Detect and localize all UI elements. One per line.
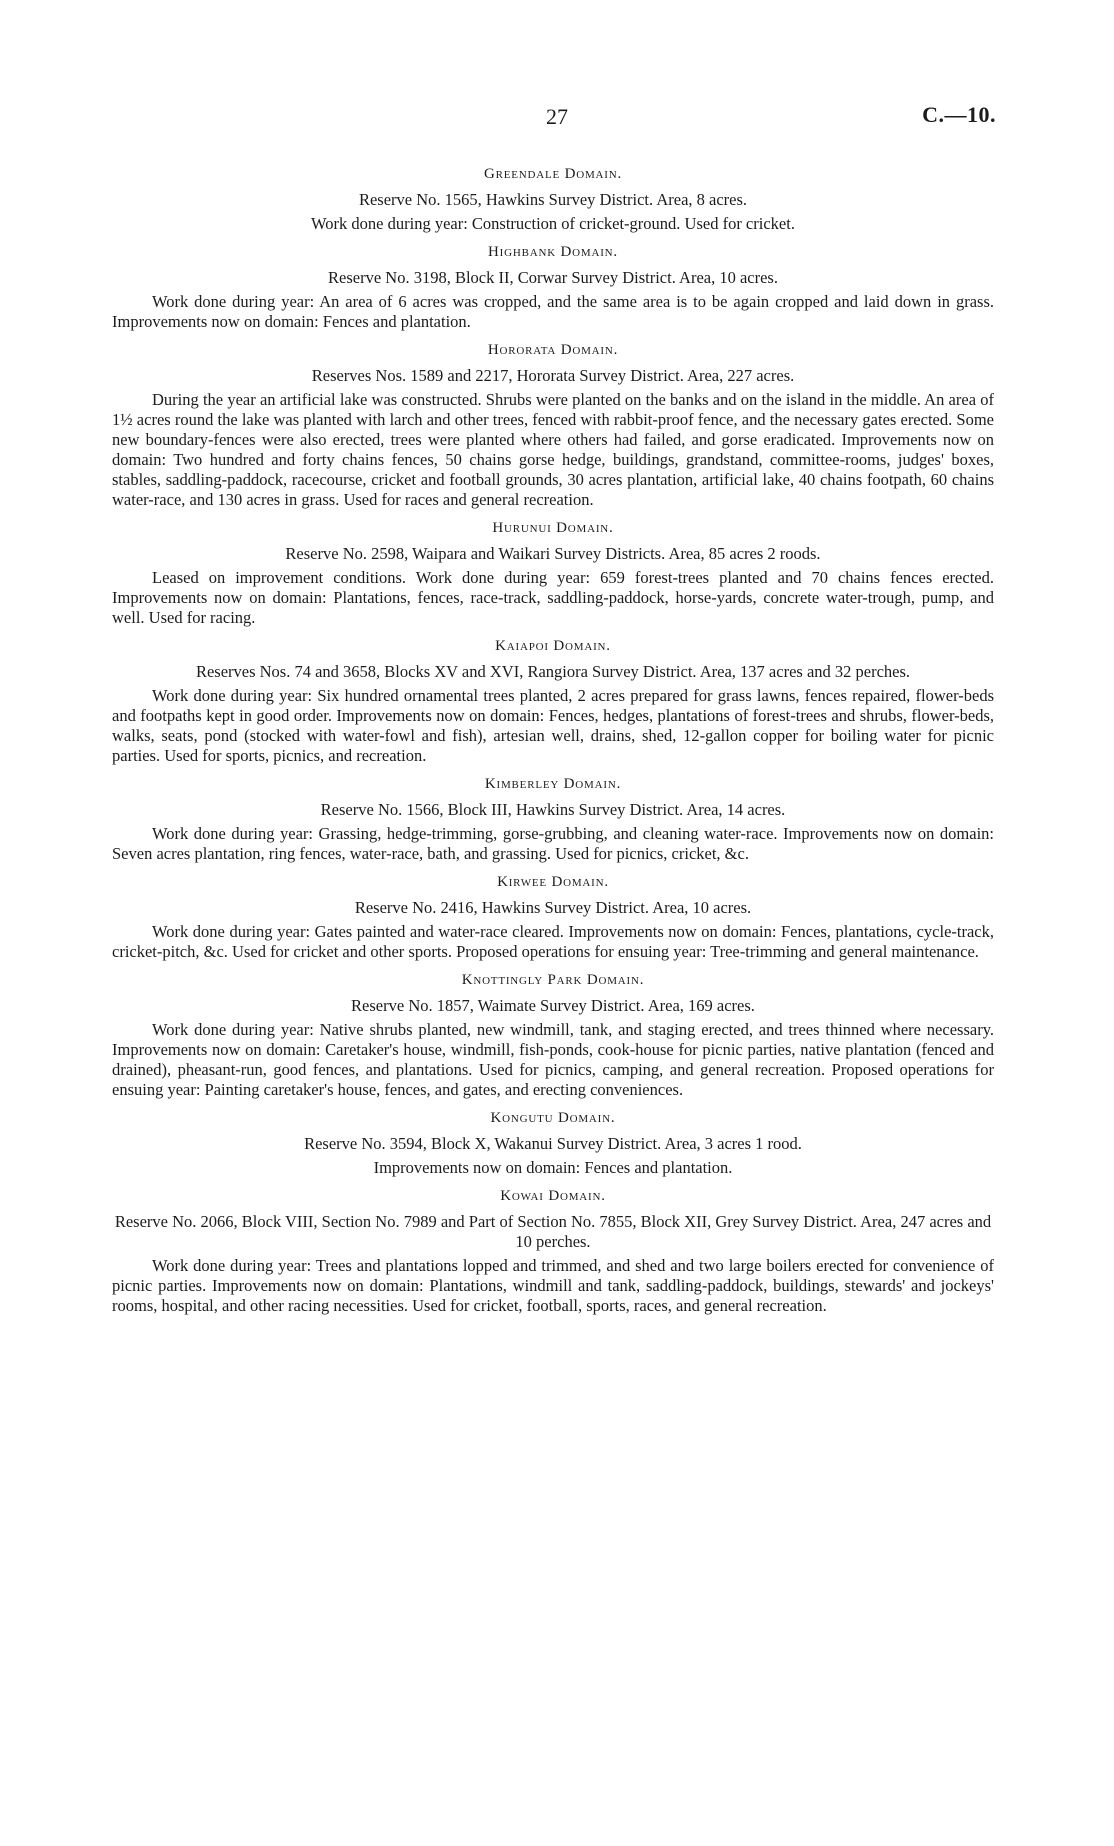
page-number: 27 <box>546 104 568 129</box>
document-reference: C.—10. <box>922 102 996 127</box>
section-heading: Kimberley Domain. <box>484 776 622 792</box>
reserve-line: Reserve No. 1565, Hawkins Survey District. Area, 8 acres. <box>358 190 748 209</box>
section-paragraph: Work done during year: Trees and plantations lopped and trimmed, and shed and two large boilers erected for convenience of picnic parties. Improvements now on domain: Plantations, windmill and tank, saddling-paddock, buildings, stewards' and jockeys' rooms, hospital, and other racing necessities. Used for cricket, football, sports, races, and general recreation. <box>112 1256 994 1315</box>
domain-section <box>112 636 994 766</box>
section-heading: Kaiapoi Domain. <box>495 638 611 654</box>
reserve-line: Reserve No. 1857, Waimate Survey District. Area, 169 acres. <box>351 996 755 1015</box>
reserve-line: Reserve No. 3198, Block II, Corwar Survey District. Area, 10 acres. <box>328 268 778 287</box>
section-paragraph: Improvements now on domain: Fences and plantation. <box>373 1158 733 1177</box>
section-heading: Highbank Domain. <box>488 244 618 260</box>
reserve-line: Reserve No. 2066, Block VIII, Section No. 7989 and Part of Section No. 7855, Block XII, Grey Survey District. Area, 247 acres and 10 perches. <box>114 1212 992 1251</box>
reserve-line: Reserves Nos. 1589 and 2217, Hororata Survey District. Area, 227 acres. <box>311 366 795 385</box>
section-heading: Greendale Domain. <box>483 166 623 182</box>
domain-section <box>112 970 994 1100</box>
reserve-line: Reserves Nos. 74 and 3658, Blocks XV and XVI, Rangiora Survey District. Area, 137 acres and 32 perches. <box>195 662 911 681</box>
section-heading: Kirwee Domain. <box>497 874 609 890</box>
domain-section <box>112 872 994 962</box>
section-paragraph: Leased on improvement conditions. Work done during year: 659 forest-trees planted and 70 chains fences erected. Improvements now on domain: Plantations, fences, race-track, saddling-paddock, horse-yards, concrete water-trough, pump, and well. Used for racing. <box>112 568 994 627</box>
section-paragraph: Work done during year: Native shrubs planted, new windmill, tank, and staging erected, and trees thinned where necessary. Improvements now on domain: Caretaker's house, windmill, fish-ponds, cook-house for picnic parties, native plantation (fenced and drained), pheasant-run, good fences, and plantations. Used for picnics, camping, and general recreation. Proposed operations for ensuing year: Painting caretaker's house, fences, and gates, and erecting conveniences. <box>112 1020 994 1099</box>
section-heading: Knottingly Park Domain. <box>461 972 645 988</box>
reserve-line: Reserve No. 1566, Block III, Hawkins Survey District. Area, 14 acres. <box>320 800 786 819</box>
section-paragraph: Work done during year: Grassing, hedge-trimming, gorse-grubbing, and cleaning water-race. Improvements now on domain: Seven acres plantation, ring fences, water-race, bath, and grassing. Used for picnics, cricket, &c. <box>112 824 994 863</box>
domain-section <box>112 774 994 864</box>
section-paragraph: Work done during year: Six hundred ornamental trees planted, 2 acres prepared for grass lawns, fences repaired, flower-beds and footpaths kept in good order. Improvements now on domain: Fences, hedges, plantations of forest-trees and shrubs, flower-beds, walks, seats, pond (stocked with water-fowl and fish), artesian well, drains, shed, 12-gallon copper for boiling water for picnic parties. Used for sports, picnics, and recreation. <box>112 686 994 765</box>
domain-section <box>112 518 994 628</box>
section-heading: Hurunui Domain. <box>492 520 614 536</box>
reserve-line: Reserve No. 2416, Hawkins Survey District. Area, 10 acres. <box>354 898 752 917</box>
domain-section <box>112 1108 994 1178</box>
page-body <box>112 156 994 1324</box>
section-paragraph: Work done during year: An area of 6 acres was cropped, and the same area is to be again cropped and laid down in grass. Improvements now on domain: Fences and plantation. <box>112 292 994 331</box>
section-paragraph: Work done during year: Gates painted and water-race cleared. Improvements now on domain: Fences, plantations, cycle-track, cricket-pitch, &c. Used for cricket and other sports. Proposed operations for ensuing year: Tree-trimming and general maintenance. <box>112 922 994 961</box>
reserve-line: Reserve No. 2598, Waipara and Waikari Survey Districts. Area, 85 acres 2 roods. <box>285 544 821 563</box>
reserve-line: Reserve No. 3594, Block X, Wakanui Survey District. Area, 3 acres 1 rood. <box>304 1134 802 1153</box>
section-heading: Kongutu Domain. <box>490 1110 616 1126</box>
domain-section <box>112 164 994 234</box>
section-paragraph: During the year an artificial lake was constructed. Shrubs were planted on the banks and on the island in the middle. An area of 1½ acres round the lake was planted with larch and other trees, fenced with rabbit-proof fence, and the necessary gates erected. Some new boundary-fences were also erected, trees were planted where others had failed, and gorse eradicated. Improvements now on domain: Two hundred and forty chains fences, 50 chains gorse hedge, buildings, grandstand, committee-rooms, judges' boxes, stables, saddling-paddock, racecourse, cricket and football grounds, 30 acres plantation, artificial lake, 40 chains footpath, 60 chains water-race, and 130 acres in grass. Used for races and general recreation. <box>112 390 994 509</box>
section-paragraph: Work done during year: Construction of cricket-ground. Used for cricket. <box>311 214 795 233</box>
domain-section <box>112 340 994 510</box>
domain-section <box>112 242 994 332</box>
section-heading: Kowai Domain. <box>500 1188 606 1204</box>
section-heading: Hororata Domain. <box>487 342 619 358</box>
domain-section <box>112 1186 994 1316</box>
